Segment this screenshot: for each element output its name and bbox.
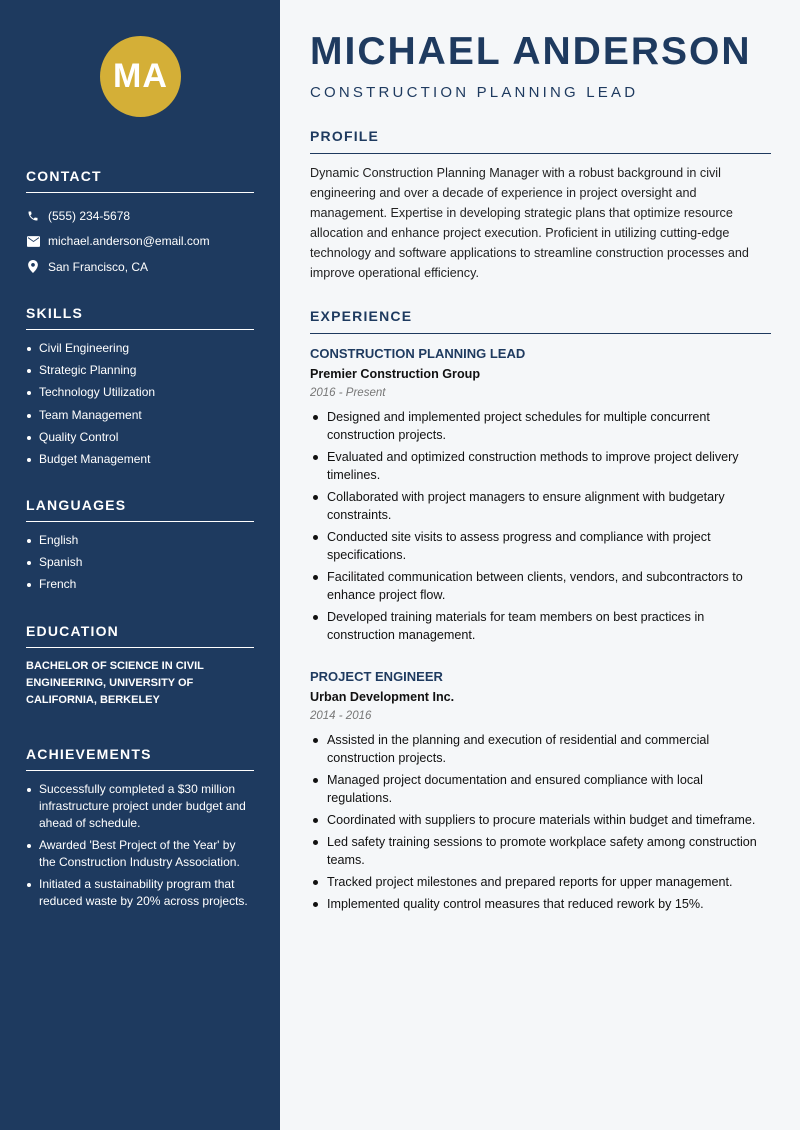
skills-list — [26, 340, 254, 468]
job-bullet: Managed project documentation and ensured compliance with local regulations. — [310, 771, 771, 807]
skill-item: Budget Management — [26, 451, 254, 468]
education-degree: BACHELOR OF SCIENCE IN CIVIL ENGINEERING, UNIVERSITY OF CALIFORNIA, BERKELEY — [26, 660, 204, 706]
languages-heading: LANGUAGES — [26, 497, 254, 522]
job-entry — [310, 669, 771, 917]
profile-text: Dynamic Construction Planning Manager with a robust background in civil engineering and over a decade of experience in project oversight and management. Expertise in developing strategic plans that optimize resource allocation and enhance project execution. Proficient in utilizing cutting-edge technology and software applications to streamline construction processes and improve operational efficiency. — [310, 166, 749, 280]
skill-item: Quality Control — [26, 429, 254, 446]
language-item: English — [26, 532, 254, 549]
job-bullet: Facilitated communication between clients, vendors, and subcontractors to enhance project flow. — [310, 568, 771, 604]
languages-section — [26, 497, 254, 598]
job-bullet: Assisted in the planning and execution of residential and commercial construction projects. — [310, 731, 771, 767]
achievement-item: Successfully completed a $30 million infrastructure project under budget and ahead of schedule. — [26, 781, 254, 832]
location-pin-icon — [26, 260, 40, 274]
job-bullet: Conducted site visits to assess progress and compliance with project specifications. — [310, 528, 771, 564]
skills-heading: SKILLS — [26, 305, 254, 330]
phone-icon — [26, 209, 40, 223]
job-dates: 2014 - 2016 — [310, 710, 372, 722]
job-bullet: Developed training materials for team members on best practices in construction management. — [310, 608, 771, 644]
job-title: CONSTRUCTION PLANNING LEAD — [310, 346, 526, 361]
job-bullet: Led safety training sessions to promote workplace safety among construction teams. — [310, 833, 771, 869]
job-bullet: Collaborated with project managers to ensure alignment with budgetary constraints. — [310, 488, 771, 524]
job-bullets — [310, 731, 771, 913]
avatar: MA — [100, 36, 181, 117]
job-bullet: Coordinated with suppliers to procure materials within budget and timeframe. — [310, 811, 771, 829]
job-bullet: Designed and implemented project schedules for multiple concurrent construction projects. — [310, 408, 771, 444]
email-icon — [26, 234, 40, 248]
sidebar — [0, 0, 280, 1130]
profile-heading: PROFILE — [310, 128, 771, 154]
achievement-item: Initiated a sustainability program that reduced waste by 20% across projects. — [26, 876, 254, 910]
contact-location — [26, 254, 254, 280]
job-entry — [310, 346, 771, 648]
achievements-list — [26, 781, 254, 910]
education-heading: EDUCATION — [26, 623, 254, 648]
skills-section — [26, 305, 254, 473]
skill-item: Technology Utilization — [26, 384, 254, 401]
contact-email — [26, 229, 254, 255]
job-company: Premier Construction Group — [310, 367, 481, 381]
achievements-section — [26, 746, 254, 915]
job-bullet: Tracked project milestones and prepared reports for upper management. — [310, 873, 771, 891]
contact-email-text: michael.anderson@email.com — [48, 234, 210, 249]
achievements-heading: ACHIEVEMENTS — [26, 746, 254, 771]
candidate-name: MICHAEL ANDERSON — [310, 30, 752, 73]
education-section — [26, 623, 254, 709]
language-item: French — [26, 576, 254, 593]
contact-phone-text: (555) 234-5678 — [48, 208, 131, 223]
experience-heading: EXPERIENCE — [310, 308, 771, 334]
skill-item: Team Management — [26, 407, 254, 424]
job-bullet: Implemented quality control measures that reduced rework by 15%. — [310, 895, 771, 913]
job-bullets — [310, 408, 771, 644]
contact-phone — [26, 203, 254, 229]
candidate-title: CONSTRUCTION PLANNING LEAD — [310, 84, 639, 101]
skill-item: Strategic Planning — [26, 362, 254, 379]
skill-item: Civil Engineering — [26, 340, 254, 357]
languages-list — [26, 532, 254, 593]
contact-heading: CONTACT — [26, 168, 254, 193]
contact-location-text: San Francisco, CA — [48, 259, 149, 274]
job-dates: 2016 - Present — [310, 387, 386, 399]
job-title: PROJECT ENGINEER — [310, 669, 443, 684]
job-company: Urban Development Inc. — [310, 690, 455, 704]
job-bullet: Evaluated and optimized construction methods to improve project delivery timelines. — [310, 448, 771, 484]
language-item: Spanish — [26, 554, 254, 571]
contact-section — [26, 168, 254, 280]
achievement-item: Awarded 'Best Project of the Year' by the Construction Industry Association. — [26, 837, 254, 871]
